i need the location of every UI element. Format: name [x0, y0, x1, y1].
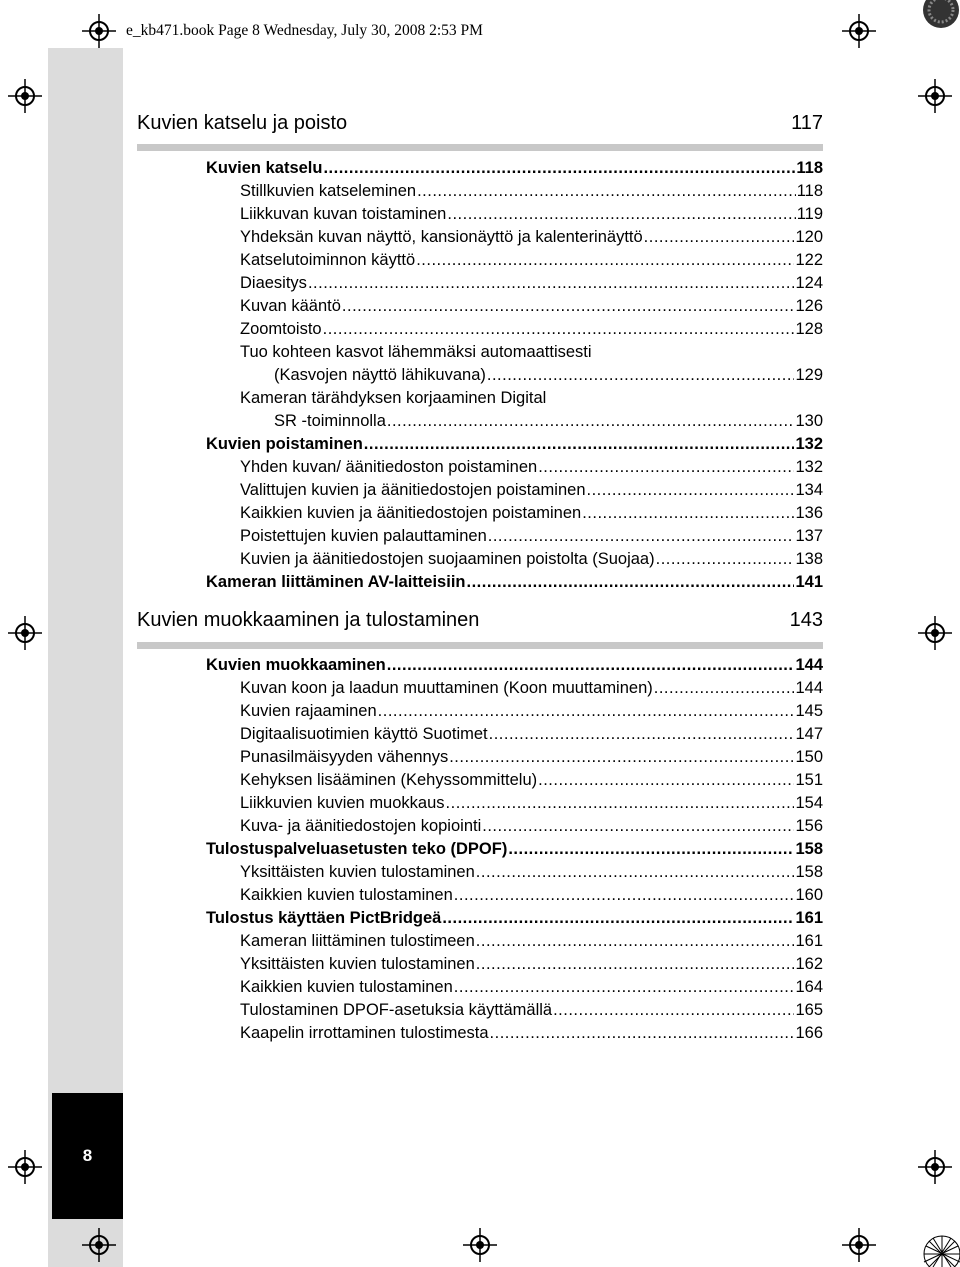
toc-leader-dots — [582, 502, 794, 525]
section-title-page: 117 — [791, 111, 823, 134]
toc-entry[interactable] — [206, 295, 823, 318]
toc-entry[interactable] — [206, 930, 823, 953]
toc-entry-page: 147 — [795, 725, 823, 743]
toc-entry-label: Kuvan kääntö — [240, 297, 341, 315]
toc-entry-label: Kaikkien kuvien tulostaminen — [240, 886, 453, 904]
toc-entry[interactable] — [206, 723, 823, 746]
margin-strip — [48, 48, 123, 1267]
toc-entry-page: 158 — [795, 840, 823, 858]
toc-entry-page: 118 — [796, 182, 823, 200]
section-title — [137, 110, 823, 136]
toc-leader-dots — [454, 884, 795, 907]
toc-leader-dots — [446, 792, 795, 815]
toc-entry-page: 132 — [795, 435, 823, 453]
toc-entry-page: 137 — [795, 527, 823, 545]
toc-entry-page: 141 — [795, 573, 823, 591]
toc-leader-dots — [323, 318, 795, 341]
registration-mark-icon — [918, 1150, 952, 1184]
toc-entry-page: 161 — [795, 932, 823, 950]
toc-entry-page: 129 — [795, 366, 823, 384]
toc-leader-dots — [538, 456, 794, 479]
toc-entry-label: Kameran liittäminen tulostimeen — [240, 932, 475, 950]
toc-entry-label: Diaesitys — [240, 274, 307, 292]
toc-entry[interactable] — [206, 999, 823, 1022]
toc-entry-page: 160 — [795, 886, 823, 904]
toc-entry[interactable] — [206, 976, 823, 999]
registration-mark-icon — [463, 1228, 497, 1262]
toc-entry-label: Kuvien ja äänitiedostojen suojaaminen poistolta (Suojaa) — [240, 550, 655, 568]
toc-entry-page: 164 — [795, 978, 823, 996]
toc-entry[interactable] — [206, 1022, 823, 1045]
toc-entry-page: 161 — [795, 909, 823, 927]
toc-entry[interactable] — [206, 502, 823, 525]
toc-entry-page: 144 — [795, 679, 823, 697]
toc-list — [206, 157, 823, 594]
toc-entry[interactable] — [206, 180, 823, 203]
toc-entry[interactable] — [206, 953, 823, 976]
toc-entry-page: 166 — [795, 1024, 823, 1042]
toc-leader-dots — [508, 838, 794, 861]
print-header: e_kb471.book Page 8 Wednesday, July 30, 2008 2:53 PM — [126, 22, 483, 39]
toc-entry[interactable] — [206, 364, 823, 387]
toc-leader-dots — [387, 654, 795, 677]
toc-entry-label: Tulostaminen DPOF-asetuksia käyttämällä — [240, 1001, 553, 1019]
toc-heading[interactable] — [206, 907, 823, 930]
toc-entry[interactable] — [206, 884, 823, 907]
toc-entry-label: Yhdeksän kuvan näyttö, kansionäyttö ja kalenterinäyttö — [240, 228, 643, 246]
toc-entry[interactable] — [206, 341, 823, 364]
toc-entry-label: (Kasvojen näyttö lähikuvana) — [274, 366, 486, 384]
toc-entry-label: Digitaalisuotimien käyttö Suotimet — [240, 725, 488, 743]
toc-entry[interactable] — [206, 249, 823, 272]
toc-entry-page: 136 — [795, 504, 823, 522]
toc-leader-dots — [442, 907, 794, 930]
registration-mark-icon — [82, 14, 116, 48]
toc-leader-dots — [538, 769, 794, 792]
toc-entry[interactable] — [206, 769, 823, 792]
section-divider — [137, 642, 823, 649]
toc-entry-page: 145 — [795, 702, 823, 720]
toc-leader-dots — [476, 861, 795, 884]
toc-heading[interactable] — [206, 433, 823, 456]
toc-entry-label: Liikkuvien kuvien muokkaus — [240, 794, 445, 812]
toc-leader-dots — [654, 677, 795, 700]
section-title-text: Kuvien katselu ja poisto — [137, 111, 348, 134]
toc-entry-label: Poistettujen kuvien palauttaminen — [240, 527, 487, 545]
toc-entry-page: 154 — [795, 794, 823, 812]
color-target-icon — [922, 1230, 960, 1267]
toc-entry[interactable] — [206, 479, 823, 502]
toc-leader-dots — [488, 525, 795, 548]
toc-entry-page: 122 — [795, 251, 823, 269]
toc-entry-page: 165 — [795, 1001, 823, 1019]
toc-leader-dots — [417, 180, 796, 203]
toc-entry-page: 144 — [795, 656, 823, 674]
toc-heading[interactable] — [206, 571, 823, 594]
toc-leader-dots — [364, 433, 795, 456]
toc-entry-label: Kaapelin irrottaminen tulostimesta — [240, 1024, 489, 1042]
toc-entry-label: Punasilmäisyyden vähennys — [240, 748, 449, 766]
section-title-page: 143 — [789, 608, 823, 631]
section-title — [137, 607, 823, 633]
toc-leader-dots — [644, 226, 795, 249]
toc-leader-dots — [387, 410, 795, 433]
toc-entry-page: 151 — [795, 771, 823, 789]
toc-entry[interactable] — [206, 815, 823, 838]
toc-entry-label: Kuvien katselu — [206, 159, 323, 177]
toc-entry[interactable] — [206, 677, 823, 700]
toc-entry-label: Kaikkien kuvien tulostaminen — [240, 978, 453, 996]
toc-leader-dots — [482, 815, 794, 838]
toc-entry-label: Kuva- ja äänitiedostojen kopiointi — [240, 817, 482, 835]
toc-heading[interactable] — [206, 838, 823, 861]
toc-entry[interactable] — [206, 203, 823, 226]
toc-entry-label: Tuo kohteen kasvot lähemmäksi automaattisesti — [240, 343, 592, 361]
toc-entry-label: Kuvien poistaminen — [206, 435, 363, 453]
toc-entry-label: Yksittäisten kuvien tulostaminen — [240, 955, 475, 973]
page-number: 8 — [52, 1093, 123, 1219]
toc-entry-page: 130 — [795, 412, 823, 430]
toc-entry-label: Yhden kuvan/ äänitiedoston poistaminen — [240, 458, 538, 476]
toc-heading[interactable] — [206, 157, 823, 180]
registration-mark-icon — [8, 1150, 42, 1184]
toc-entry[interactable] — [206, 272, 823, 295]
toc-entry[interactable] — [206, 410, 823, 433]
toc-entry-label: Katselutoiminnon käyttö — [240, 251, 416, 269]
toc-entry-page: 150 — [795, 748, 823, 766]
toc-entry-label: Stillkuvien katseleminen — [240, 182, 417, 200]
registration-mark-icon — [918, 79, 952, 113]
toc-leader-dots — [416, 249, 794, 272]
toc-entry-label: Valittujen kuvien ja äänitiedostojen poistaminen — [240, 481, 586, 499]
toc-leader-dots — [489, 723, 795, 746]
toc-entry-label: Kaikkien kuvien ja äänitiedostojen poistaminen — [240, 504, 582, 522]
toc-leader-dots — [587, 479, 795, 502]
toc-entry-label: Kehyksen lisääminen (Kehyssommittelu) — [240, 771, 538, 789]
toc-entry[interactable] — [206, 746, 823, 769]
toc-entry-page: 162 — [795, 955, 823, 973]
toc-entry-label: Kuvan koon ja laadun muuttaminen (Koon muuttaminen) — [240, 679, 653, 697]
toc-entry-label: SR -toiminnolla — [274, 412, 386, 430]
toc-leader-dots — [308, 272, 795, 295]
toc-entry[interactable] — [206, 456, 823, 479]
toc-leader-dots — [454, 976, 795, 999]
toc-leader-dots — [476, 953, 795, 976]
toc-leader-dots — [656, 548, 795, 571]
toc-entry[interactable] — [206, 525, 823, 548]
color-target-icon — [922, 0, 960, 34]
toc-leader-dots — [323, 157, 795, 180]
toc-entry[interactable] — [206, 226, 823, 249]
toc-entry-page: 128 — [795, 320, 823, 338]
toc-entry-page: 132 — [795, 458, 823, 476]
toc-leader-dots — [490, 1022, 795, 1045]
registration-mark-icon — [918, 616, 952, 650]
toc-entry-label: Kameran liittäminen AV-laitteisiin — [206, 573, 466, 591]
section-title-text: Kuvien muokkaaminen ja tulostaminen — [137, 608, 480, 631]
toc-entry-page: 124 — [795, 274, 823, 292]
toc-leader-dots — [487, 364, 795, 387]
toc-entry[interactable] — [206, 387, 823, 410]
toc-leader-dots — [342, 295, 795, 318]
toc-entry[interactable] — [206, 700, 823, 723]
toc-entry-label: Tulostuspalveluasetusten teko (DPOF) — [206, 840, 508, 858]
toc-entry-page: 120 — [795, 228, 823, 246]
toc-entry-page: 118 — [796, 159, 823, 177]
toc-entry-page: 158 — [795, 863, 823, 881]
registration-mark-icon — [842, 14, 876, 48]
toc-entry[interactable] — [206, 792, 823, 815]
registration-mark-icon — [842, 1228, 876, 1262]
toc-entry-label: Kuvien muokkaaminen — [206, 656, 386, 674]
toc-entry-label: Liikkuvan kuvan toistaminen — [240, 205, 447, 223]
toc-entry-label: Zoomtoisto — [240, 320, 322, 338]
toc-entry[interactable] — [206, 861, 823, 884]
toc-entry-page: 126 — [795, 297, 823, 315]
toc-entry-label: Tulostus käyttäen PictBridgeä — [206, 909, 442, 927]
toc-entry-label: Kameran tärähdyksen korjaaminen Digital — [240, 389, 547, 407]
registration-mark-icon — [82, 1228, 116, 1262]
toc-entry[interactable] — [206, 318, 823, 341]
toc-leader-dots — [466, 571, 794, 594]
toc-entry-page: 119 — [796, 205, 823, 223]
toc-entry-page: 156 — [795, 817, 823, 835]
toc-leader-dots — [378, 700, 795, 723]
toc-entry-page: 138 — [795, 550, 823, 568]
toc-leader-dots — [553, 999, 794, 1022]
registration-mark-icon — [8, 79, 42, 113]
toc-entry-page: 134 — [795, 481, 823, 499]
toc-entry-label: Yksittäisten kuvien tulostaminen — [240, 863, 475, 881]
toc-leader-dots — [447, 203, 795, 226]
section-divider — [137, 144, 823, 151]
toc-entry[interactable] — [206, 548, 823, 571]
toc-leader-dots — [449, 746, 794, 769]
toc-list — [206, 654, 823, 1045]
toc-heading[interactable] — [206, 654, 823, 677]
toc-leader-dots — [476, 930, 795, 953]
registration-mark-icon — [8, 616, 42, 650]
toc-entry-label: Kuvien rajaaminen — [240, 702, 377, 720]
